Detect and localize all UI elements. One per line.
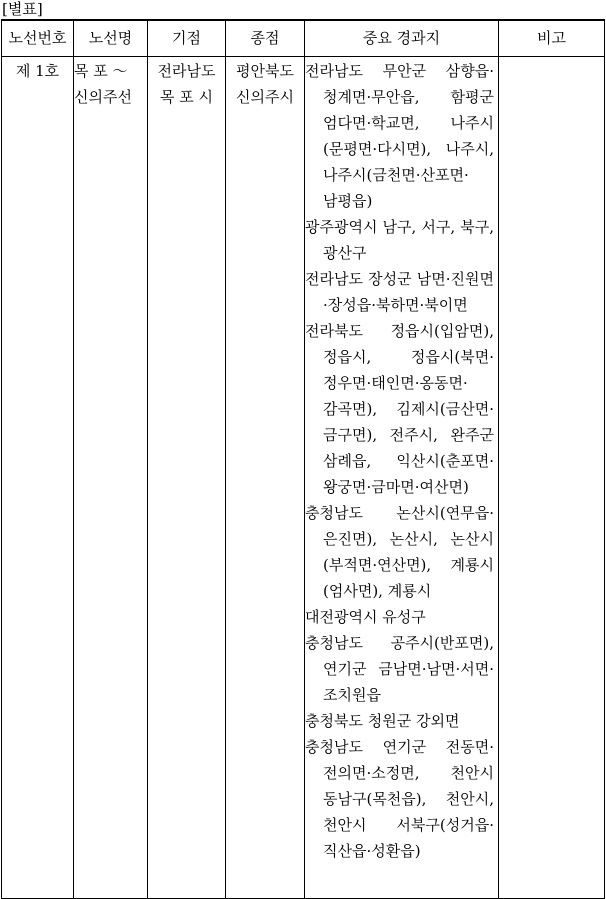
via-group: 충청북도 청원군 강외면 <box>305 711 460 730</box>
end-line: 평안북도 <box>236 61 294 80</box>
cell-start <box>148 56 226 898</box>
caption: [별표] <box>2 0 43 18</box>
via-group: 전라북도 정읍시(입암면), 정읍시, 정읍시(북면·정우면·태인면·옹동면·감곡면), 김제시(금산면·금구면), 전주시, 완주군 삼례읍, 익산시(춘포면·왕궁면·금마면·여산면) <box>305 321 494 496</box>
via-group: 충청남도 논산시(연무읍·은진면), 논산시, 논산시(부적면·연산면), 계룡시(엄사면), 계룡시 <box>305 503 494 600</box>
header-start: 기점 <box>148 20 226 56</box>
cell-note <box>499 56 605 898</box>
header-note: 비고 <box>499 20 605 56</box>
via-group: 충청남도 공주시(반포면), 연기군 금남면·남면·서면·조치원읍 <box>305 633 494 704</box>
via-group: 전라남도 무안군 삼향읍·청계면·무안읍, 함평군 엄다면·학교면, 나주시(문평면·다시면), 나주시, 나주시(금천면·산포면·남평읍) <box>305 61 494 210</box>
header-via: 중요 경과지 <box>305 20 499 56</box>
route-name-line: 목 포 ～ <box>74 61 128 80</box>
via-group: 충청남도 연기군 전동면·전의면·소정면, 천안시 동남구(목천읍), 천안시, 천안시 서북구(성거읍·직산읍·성환읍) <box>305 737 494 860</box>
route-name-line: 신의주선 <box>74 87 132 106</box>
start-line: 전라남도 <box>157 61 216 80</box>
route-table <box>1 19 605 899</box>
table-row <box>2 56 605 898</box>
cell-end <box>226 56 305 898</box>
cell-route-name <box>74 56 148 898</box>
cell-via <box>305 56 499 898</box>
header-route-no: 노선번호 <box>2 20 74 56</box>
header-route-name: 노선명 <box>74 20 148 56</box>
via-group: 전라남도 장성군 남면·진원면·장성읍·북하면·북이면 <box>305 269 494 314</box>
cell-route-no: 제 1호 <box>2 56 74 898</box>
header-row <box>2 20 605 56</box>
end-line: 신의주시 <box>236 87 294 106</box>
via-group: 광주광역시 남구, 서구, 북구, 광산구 <box>305 217 494 262</box>
header-end: 종점 <box>226 20 305 56</box>
start-line: 목 포 시 <box>159 87 213 106</box>
via-group: 대전광역시 유성구 <box>305 607 426 626</box>
